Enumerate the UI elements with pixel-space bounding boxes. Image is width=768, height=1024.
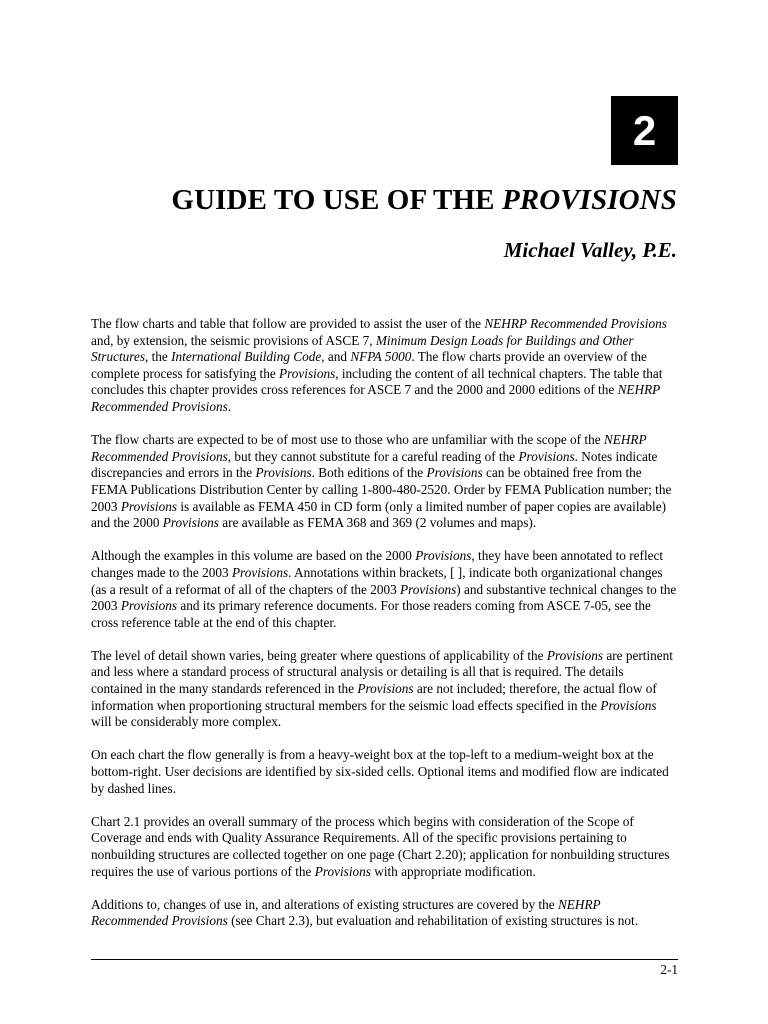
- text-run: (see Chart 2.3), but evaluation and rehabilitation of existing structures is not.: [227, 913, 639, 929]
- page-number: 2-1: [660, 962, 678, 977]
- text-run: . Annotations within brackets, [ ], indicate both organizational changes (as a result of a reformat of all of the chapters of the 2003: [91, 564, 663, 597]
- text-run: . The flow charts provide an overview of the complete process for satisfying the: [91, 349, 647, 381]
- text-run: are available as FEMA 368 and 369 (2 volumes and maps).: [218, 515, 537, 531]
- chapter-number-box: [611, 96, 678, 165]
- italic-text: Provisions: [400, 581, 457, 597]
- paragraph-p6: [91, 814, 678, 880]
- italic-text: NFPA 5000: [350, 349, 412, 365]
- text-run: The flow charts and table that follow are provided to assist the user of the: [91, 316, 485, 331]
- text-run: The level of detail shown varies, being greater where questions of applicability of the: [91, 647, 547, 663]
- text-run: . Both editions of the: [311, 465, 427, 481]
- text-run: On each chart the flow generally is from a heavy-weight box at the top-left to a medium-weight box at the bottom-right. User decisions are identified by six-sided cells. Optional items and modified flow are indicated by dashed lines.: [91, 747, 669, 796]
- italic-text: NEHRP Recommended Provisions: [91, 382, 661, 414]
- text-run: , including the content of all technical chapters. The table that concludes this chapter provides cross references for ASCE 7 and the 2000 and 2000 editions of the: [91, 365, 663, 398]
- author-name: Michael Valley, P.E.: [503, 238, 677, 262]
- text-run: can be obtained free from the FEMA Publications Distribution Center by calling 1-800-480-2520. Order by FEMA Publication number; the 2003: [91, 465, 672, 514]
- page-title: [171, 184, 677, 217]
- paragraph-p1: [91, 316, 678, 416]
- text-run: will be considerably more complex.: [91, 714, 282, 730]
- italic-text: Provisions: [415, 548, 472, 564]
- italic-text: NEHRP Recommended Provisions: [484, 316, 667, 331]
- chapter-number: 2: [632, 106, 657, 154]
- italic-text: Provisions: [231, 564, 289, 580]
- italic-text: Provisions: [162, 515, 219, 531]
- text-run: , they have been annotated to reflect changes made to the 2003: [91, 548, 664, 580]
- paragraph-p2: [91, 432, 678, 532]
- text-run: with appropriate modification.: [370, 863, 536, 879]
- text-run: Chart 2.1 provides an overall summary of the process which begins with consideration of the Scope of Coverage and ends with Quality Assurance Requirements. All of the specific provisions pertaining to nonbuilding structures are collected together on one page (Chart 2.20); application for nonbuilding structures requires the use of various portions of the: [91, 813, 670, 879]
- paragraph-p7: [91, 897, 678, 930]
- italic-text: Provisions: [255, 465, 312, 481]
- text-run: , but they cannot substitute for a careful reading of the: [227, 448, 519, 464]
- text-run: .: [227, 398, 232, 414]
- text-run: and its primary reference documents. For those readers coming from ASCE 7-05, see the cross reference table at the end of this chapter.: [91, 598, 651, 630]
- title-prefix: GUIDE TO USE OF THE: [171, 184, 502, 216]
- text-run: and, by extension, the seismic provisions of ASCE 7,: [91, 332, 376, 348]
- text-run: Additions to, changes of use in, and alterations of existing structures are covered by the: [91, 896, 558, 912]
- text-run: , the: [144, 349, 172, 365]
- italic-text: Provisions: [546, 647, 604, 663]
- footer-divider: [91, 959, 678, 960]
- text-run: The flow charts are expected to be of most use to those who are unfamiliar with the scope of the: [91, 432, 604, 448]
- italic-text: Provisions: [120, 498, 178, 514]
- italic-text: International Building Code: [171, 349, 322, 365]
- text-run: Although the examples in this volume are based on the 2000: [91, 548, 416, 564]
- italic-text: Provisions: [600, 697, 657, 713]
- text-run: are pertinent and less where a standard process of structural analysis or detailing is all that is required. The details contained in the many standards referenced in the: [91, 647, 673, 697]
- italic-text: NEHRP Recommended Provisions: [91, 432, 647, 464]
- paragraph-p3: [91, 548, 678, 631]
- italic-text: Provisions: [120, 598, 178, 614]
- text-run: . Notes indicate discrepancies and errors in the: [91, 448, 658, 481]
- text-run: ) and substantive technical changes to the 2003: [91, 581, 677, 614]
- italic-text: Minimum Design Loads for Buildings and Other Structures: [91, 332, 634, 365]
- italic-text: Provisions: [426, 465, 483, 481]
- italic-text: Provisions: [357, 681, 414, 697]
- italic-text: Provisions: [279, 365, 336, 381]
- paragraph-p5: [91, 747, 678, 797]
- title-italic: PROVISIONS: [501, 184, 677, 216]
- body-text: [91, 316, 678, 947]
- text-run: are not included; therefore, the actual flow of information when proportioning structural members for the seismic load effects specified in the: [91, 681, 657, 713]
- text-run: is available as FEMA 450 in CD form (only a limited number of paper copies are available) and the 2000: [91, 498, 667, 531]
- italic-text: Provisions: [314, 863, 371, 879]
- italic-text: Provisions: [518, 448, 575, 464]
- text-run: , and: [321, 349, 351, 365]
- italic-text: NEHRP Recommended Provisions: [91, 896, 601, 929]
- paragraph-p4: [91, 648, 678, 731]
